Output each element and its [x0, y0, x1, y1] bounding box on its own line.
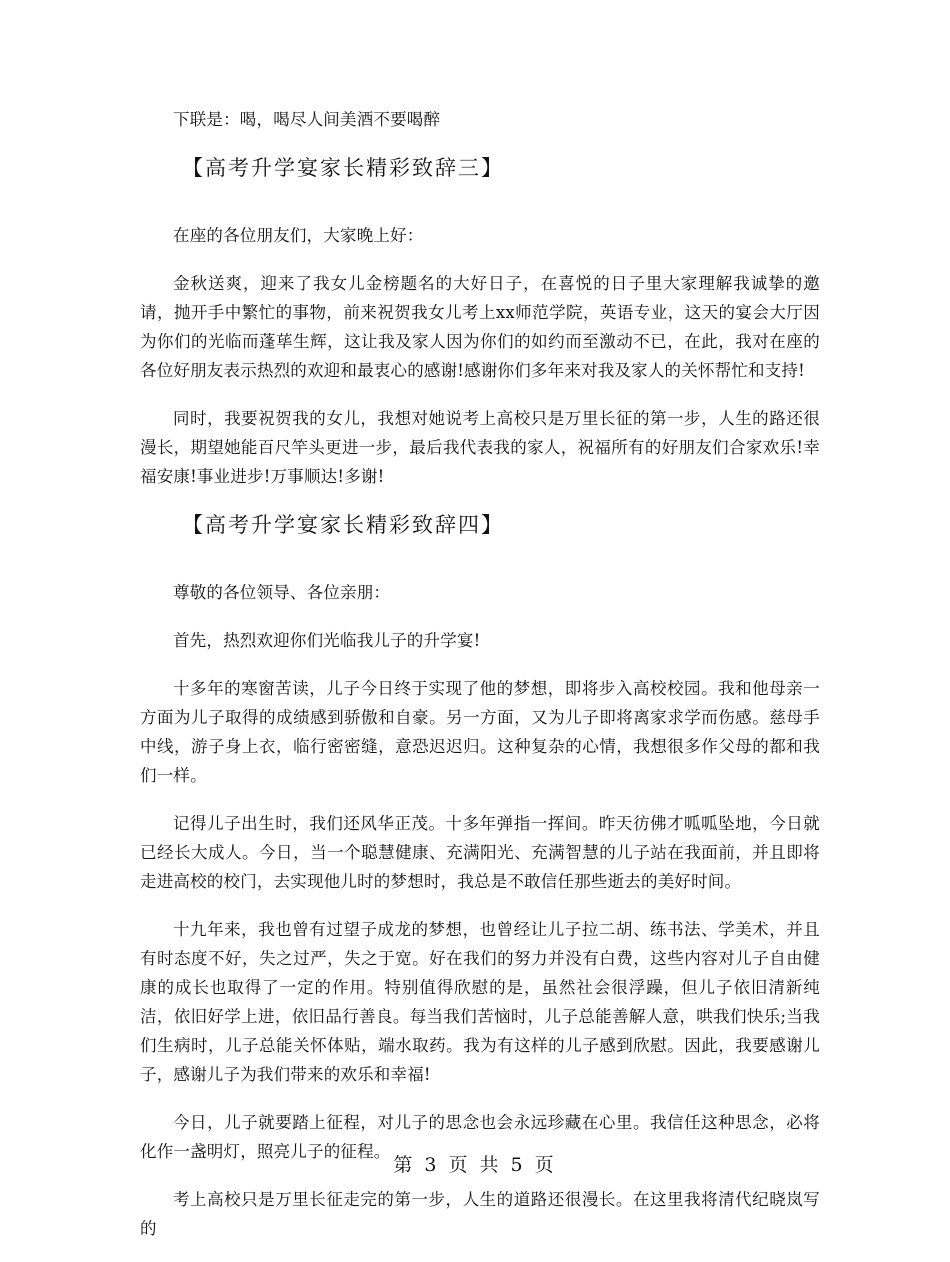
paragraph-body: 同时，我要祝贺我的女儿，我想对她说考上高校只是万里长征的第一步，人生的路还很漫长，期望她能百尺竿头更进一步，最后我代表我的家人，祝福所有的好朋友们合家欢乐!幸福安康!事业进步!万事顺达!多谢!: [140, 409, 820, 486]
paragraph-greeting: 在座的各位朋友们，大家晚上好：: [173, 226, 424, 245]
paragraph-body: 考上高校只是万里长征走完的第一步，人生的道路还很漫长。在这里我将清代纪晓岚写的: [140, 1190, 820, 1238]
paragraph-greeting: 尊敬的各位领导、各位亲朋：: [173, 583, 391, 602]
paragraph-body: 记得儿子出生时，我们还风华正茂。十多年弹指一挥间。昨天彷佛才呱呱坠地，今日就已经长大成人。今日，当一个聪慧健康、充满阳光、充满智慧的儿子站在我面前，并且即将走进高校的校门，去实现他儿时的梦想时，我总是不敢信任那些逝去的美好时间。: [140, 814, 820, 891]
document-body: [140, 105, 820, 1262]
page-number-footer: 第 3 页 共 5 页: [393, 1154, 557, 1176]
paragraph-body: 十九年来，我也曾有过望子成龙的梦想，也曾经让儿子拉二胡、练书法、学美术，并且有时态度不好，失之过严，失之于宽。好在我们的努力并没有白费，这些内容对儿子自由健康的成长也取得了一定的作用。特别值得欣慰的是，虽然社会很浮躁，但儿子依旧清新纯洁，依旧好学上进，依旧品行善良。每当我们苦恼时，儿子总能善解人意，哄我们快乐;当我们生病时，儿子总能关怀体贴，端水取药。我为有这样的儿子感到欣慰。因此，我要感谢儿子，感谢儿子为我们带来的欢乐和幸福!: [140, 920, 820, 1084]
paragraph-body: 十多年的寒窗苦读，儿子今日终于实现了他的梦想，即将步入高校校园。我和他母亲一方面为儿子取得的成绩感到骄傲和自豪。另一方面，又为儿子即将离家求学而伤感。慈母手中线，游子身上衣，临行密密缝，意恐迟迟归。这种复杂的心情，我想很多作父母的都和我们一样。: [140, 679, 820, 785]
paragraph-body: 金秋送爽，迎来了我女儿金榜题名的大好日子，在喜悦的日子里大家理解我诚挚的邀请，抛开手中繁忙的事物，前来祝贺我女儿考上xx师范学院，英语专业，这天的宴会大厅因为你们的光临而蓬荜生辉，这让我及家人因为你们的如约而至激动不已，在此，我对在座的各位好朋友表示热烈的欢迎和最衷心的感谢!感谢你们多年来对我及家人的关怀帮忙和支持!: [140, 274, 820, 380]
paragraph-body: 首先，热烈欢迎你们光临我儿子的升学宴!: [173, 631, 481, 650]
paragraph-body: 今日，儿子就要踏上征程，对儿子的思念也会永远珍藏在心里。我信任这种思念，必将化作一盏明灯，照亮儿子的征程。: [140, 1113, 820, 1161]
paragraph-couplet-line: 下联是：喝，喝尽人间美酒不要喝醉: [173, 110, 441, 129]
section-heading-speech-four: 【高考升学宴家长精彩致辞四】: [182, 513, 504, 537]
section-heading-speech-three: 【高考升学宴家长精彩致辞三】: [182, 156, 504, 180]
